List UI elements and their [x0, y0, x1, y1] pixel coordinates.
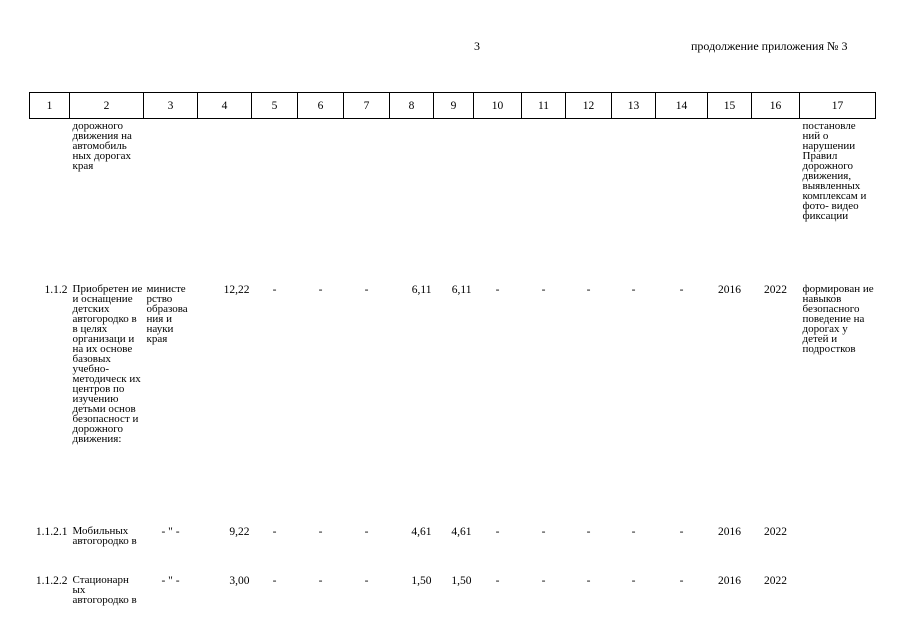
value-cell: 6,11: [411, 284, 432, 296]
header-cell: 16: [752, 93, 800, 119]
header-cell: 10: [474, 93, 522, 119]
expected-result: постановле ний о нарушении Правил дорожного движения, выявленных комплексам и фото- видео фиксации: [802, 120, 867, 222]
expected-result: формирован ие навыков безопасного поведение на дорогах у детей и подростков: [802, 283, 874, 355]
executor: министе рство образова ния и науки края: [146, 283, 188, 345]
value-cell: -: [272, 526, 277, 538]
header-cell: 6: [298, 93, 344, 119]
header-cell: 14: [656, 93, 708, 119]
start-year: 2016: [718, 526, 741, 538]
value-cell: -: [272, 575, 277, 587]
header-cell: 5: [252, 93, 298, 119]
start-year: 2016: [718, 575, 741, 587]
header-cell: 2: [70, 93, 144, 119]
value-cell: -: [541, 284, 546, 296]
table-row: [30, 521, 876, 570]
value-cell: -: [364, 575, 369, 587]
value-cell: 12,22: [223, 284, 250, 296]
table-row: [30, 279, 876, 521]
continuation-row: [30, 119, 876, 280]
value-cell: -: [586, 575, 591, 587]
value-cell: -: [495, 284, 500, 296]
measure-name: Мобильных автогородко в: [72, 525, 137, 547]
value-cell: 4,61: [451, 526, 472, 538]
value-cell: -: [318, 526, 323, 538]
program-table: [29, 92, 876, 635]
value-cell: 4,61: [411, 526, 432, 538]
executor: - " -: [161, 526, 180, 538]
row-number: 1.1.2: [44, 284, 68, 296]
value-cell: -: [495, 575, 500, 587]
value-cell: -: [586, 284, 591, 296]
measure-name: дорожного движения на автомобиль ных дорогах края: [72, 120, 132, 172]
end-year: 2022: [764, 575, 787, 587]
header-row: [30, 93, 876, 119]
row-number: 1.1.2.2: [35, 575, 68, 587]
expected-result: [800, 521, 876, 570]
end-year: 2022: [764, 284, 787, 296]
value-cell: -: [364, 284, 369, 296]
header-cell: 9: [434, 93, 474, 119]
value-cell: -: [541, 526, 546, 538]
value-cell: -: [679, 284, 684, 296]
page-number: 3: [474, 39, 480, 53]
table-row: [30, 570, 876, 635]
value-cell: -: [272, 284, 277, 296]
executor: - " -: [161, 575, 180, 587]
value-cell: -: [679, 526, 684, 538]
header-cell: 4: [198, 93, 252, 119]
value-cell: -: [586, 526, 591, 538]
value-cell: -: [495, 526, 500, 538]
value-cell: -: [631, 575, 636, 587]
value-cell: -: [631, 526, 636, 538]
continuation-caption: продолжение приложения № 3: [691, 39, 848, 53]
row-number: 1.1.2.1: [35, 526, 68, 538]
value-cell: 9,22: [229, 526, 250, 538]
measure-name: Приобретен ие и оснащение детских автогородко в в целях организаци и на их основе базовых учебно- методическ их центров по изучению детьми основ безопасност и дорожного движения:: [72, 283, 143, 445]
header-cell: 1: [30, 93, 70, 119]
value-cell: -: [679, 575, 684, 587]
start-year: 2016: [718, 284, 741, 296]
value-cell: -: [318, 575, 323, 587]
value-cell: -: [364, 526, 369, 538]
value-cell: -: [541, 575, 546, 587]
value-cell: 6,11: [451, 284, 472, 296]
header-cell: 8: [390, 93, 434, 119]
header-cell: 12: [566, 93, 612, 119]
header-cell: 13: [612, 93, 656, 119]
measure-name: Стационарн ых автогородко в: [72, 574, 137, 606]
end-year: 2022: [764, 526, 787, 538]
value-cell: -: [631, 284, 636, 296]
value-cell: 1,50: [451, 575, 472, 587]
header-cell: 15: [708, 93, 752, 119]
value-cell: -: [318, 284, 323, 296]
expected-result: [800, 570, 876, 635]
header-cell: 17: [800, 93, 876, 119]
header-cell: 7: [344, 93, 390, 119]
value-cell: 3,00: [229, 575, 250, 587]
header-cell: 11: [522, 93, 566, 119]
value-cell: 1,50: [411, 575, 432, 587]
header-cell: 3: [144, 93, 198, 119]
